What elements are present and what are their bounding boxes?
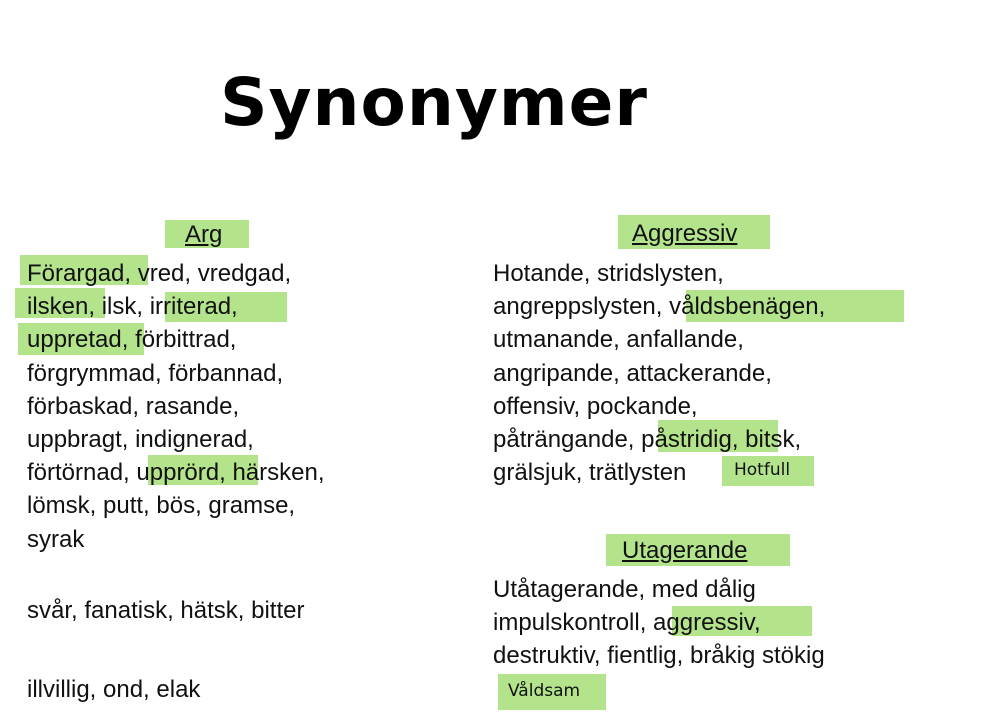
- list-line: förgrymmad, förbannad,: [27, 360, 284, 387]
- list-line: uppbragt, indignerad,: [27, 426, 254, 453]
- list-line: uppretad, förbittrad,: [27, 326, 237, 353]
- list-line: lömsk, putt, bös, gramse,: [27, 492, 296, 519]
- arg-extra-line-2: illvillig, ond, elak: [27, 676, 201, 703]
- list-line: påträngande, påstridig, bitsk,: [493, 426, 802, 453]
- list-line: syrak: [27, 526, 85, 553]
- list-line: angreppslysten, våldsbenägen,: [493, 293, 826, 320]
- heading-utagerande: Utagerande: [622, 537, 748, 564]
- list-line: ilsken, ilsk, irriterad,: [27, 293, 238, 320]
- arg-extra-line-1: svår, fanatisk, hätsk, bitter: [27, 597, 305, 624]
- tag-valdsam: Våldsam: [508, 681, 581, 701]
- list-line: angripande, attackerande,: [493, 360, 772, 387]
- list-line: förtörnad, upprörd, härsken,: [27, 459, 325, 486]
- list-line: grälsjuk, trätlysten: [493, 459, 687, 486]
- list-line: destruktiv, fientlig, bråkig stökig: [493, 642, 825, 669]
- list-line: utmanande, anfallande,: [493, 326, 744, 353]
- heading-arg: Arg: [185, 221, 223, 248]
- list-line: offensiv, pockande,: [493, 393, 698, 420]
- list-line: Förargad, vred, vredgad,: [27, 260, 292, 287]
- page-title: Synonymer: [220, 64, 648, 141]
- list-line: Utåtagerande, med dålig: [493, 576, 756, 603]
- list-line: impulskontroll, aggressiv,: [493, 609, 761, 636]
- list-line: Hotande, stridslysten,: [493, 260, 724, 287]
- tag-hotfull: Hotfull: [734, 460, 791, 480]
- list-line: förbaskad, rasande,: [27, 393, 240, 420]
- heading-aggressiv: Aggressiv: [632, 220, 738, 247]
